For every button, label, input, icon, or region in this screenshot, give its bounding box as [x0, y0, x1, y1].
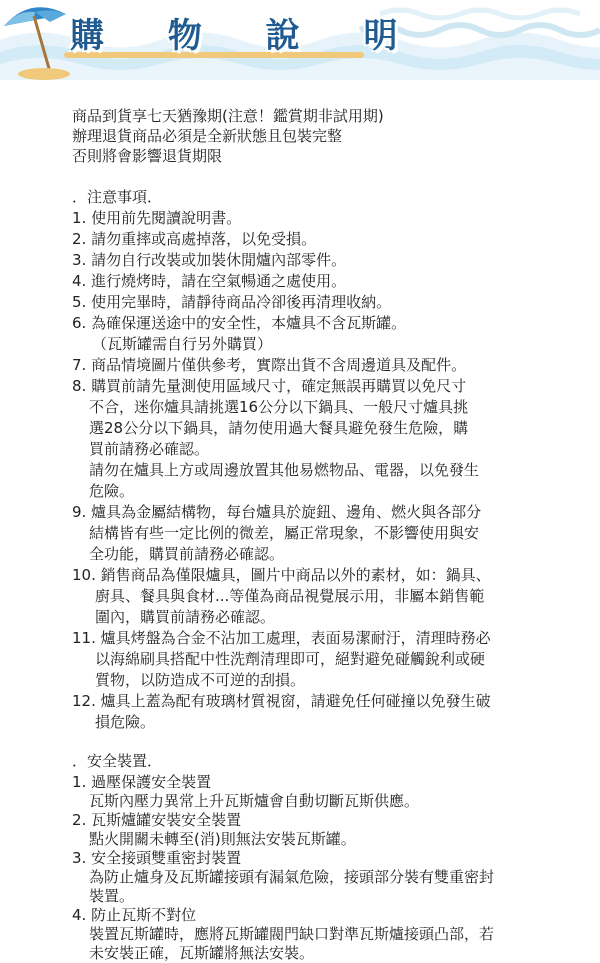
note-item: 4. 進行燒烤時，請在空氣暢通之處使用。: [72, 272, 347, 290]
note-item: 質物，以防造成不可逆的刮損。: [95, 671, 306, 689]
note-item: 8. 購買前請先量測使用區域尺寸，確定無誤再購買以免尺寸: [72, 377, 467, 395]
note-item: 請勿在爐具上方或周邊放置其他易燃物品、電器，以免發生: [89, 461, 480, 479]
intro-line: 否則將會影響退貨期限: [72, 147, 223, 165]
note-item: 買前請務必確認。: [89, 440, 210, 458]
note-item: 以海綿刷具搭配中性洗劑清理即可，絕對避免碰觸銳利或硬: [95, 650, 486, 668]
safety-item: 瓦斯內壓力異常上升瓦斯爐會自動切斷瓦斯供應。: [89, 792, 420, 810]
note-item: 廚具、餐具與食材...等僅為商品視覺展示用，非屬本銷售範: [95, 587, 485, 605]
safety-item: 點火開關未轉至(消)則無法安裝瓦斯罐。: [89, 830, 356, 848]
intro-line: 辦理退貨商品必須是全新狀態且包裝完整: [72, 127, 343, 145]
note-item: （瓦斯罐需自行另外購買）: [92, 335, 273, 353]
safety-item: 4. 防止瓦斯不對位: [72, 906, 197, 924]
safety-item: 為防止爐身及瓦斯罐接頭有漏氣危險，接頭部分裝有雙重密封: [89, 868, 495, 886]
safety-item: 1. 過壓保護安全裝置: [72, 773, 212, 791]
note-item: 2. 請勿重摔或高處掉落，以免受損。: [72, 230, 317, 248]
note-item: 不合，迷你爐具請挑選16公分以下鍋具、一般尺寸爐具挑: [89, 398, 469, 416]
safety-item: 未安裝正確，瓦斯罐將無法安裝。: [89, 944, 315, 962]
note-item: 6. 為確保運送途中的安全性，本爐具不含瓦斯罐。: [72, 314, 407, 332]
note-item: 1. 使用前先閱讀說明書。: [72, 209, 242, 227]
note-item: 5. 使用完畢時，請靜待商品冷卻後再清理收納。: [72, 293, 392, 311]
note-item: 7. 商品情境圖片僅供參考，實際出貨不含周邊道具及配件。: [72, 356, 467, 374]
safety-item: 3. 安全接頭雙重密封裝置: [72, 849, 242, 867]
safety-item: 裝置瓦斯罐時，應將瓦斯罐閥門缺口對準瓦斯爐接頭凸部，若: [89, 925, 495, 943]
note-item: 9. 爐具為金屬結構物，每台爐具於旋鈕、邊角、燃火與各部分: [72, 503, 482, 521]
note-item: 圍內，購買前請務必確認。: [95, 608, 276, 626]
notes-heading: ．注意事項．: [72, 188, 163, 206]
intro-line: 商品到貨享七天猶豫期(注意！鑑賞期非試用期): [72, 107, 384, 125]
note-item: 損危險。: [95, 713, 156, 731]
note-item: 11. 爐具烤盤為合金不沾加工處理，表面易潔耐汙，清理時務必: [72, 629, 491, 647]
note-item: 3. 請勿自行改裝或加裝休閒爐內部零件。: [72, 251, 347, 269]
note-item: 危險。: [89, 482, 135, 500]
note-item: 結構皆有些一定比例的微差，屬正常現象，不影響使用與安: [89, 524, 480, 542]
safety-item: 裝置。: [89, 887, 135, 905]
note-item: 選28公分以下鍋具，請勿使用過大餐具避免發生危險，購: [89, 419, 469, 437]
page-title: 購 物 說 明: [70, 16, 424, 56]
page-header: [0, 0, 600, 80]
beach-umbrella-icon: [0, 0, 80, 80]
note-item: 12. 爐具上蓋為配有玻璃材質視窗，請避免任何碰撞以免發生破: [72, 692, 491, 710]
safety-heading: ．安全裝置．: [72, 752, 163, 770]
note-item: 10. 銷售商品為僅限爐具，圖片中商品以外的素材，如：鍋具、: [72, 566, 491, 584]
safety-item: 2. 瓦斯爐罐安裝安全裝置: [72, 811, 242, 829]
note-item: 全功能，購買前請務必確認。: [89, 545, 285, 563]
